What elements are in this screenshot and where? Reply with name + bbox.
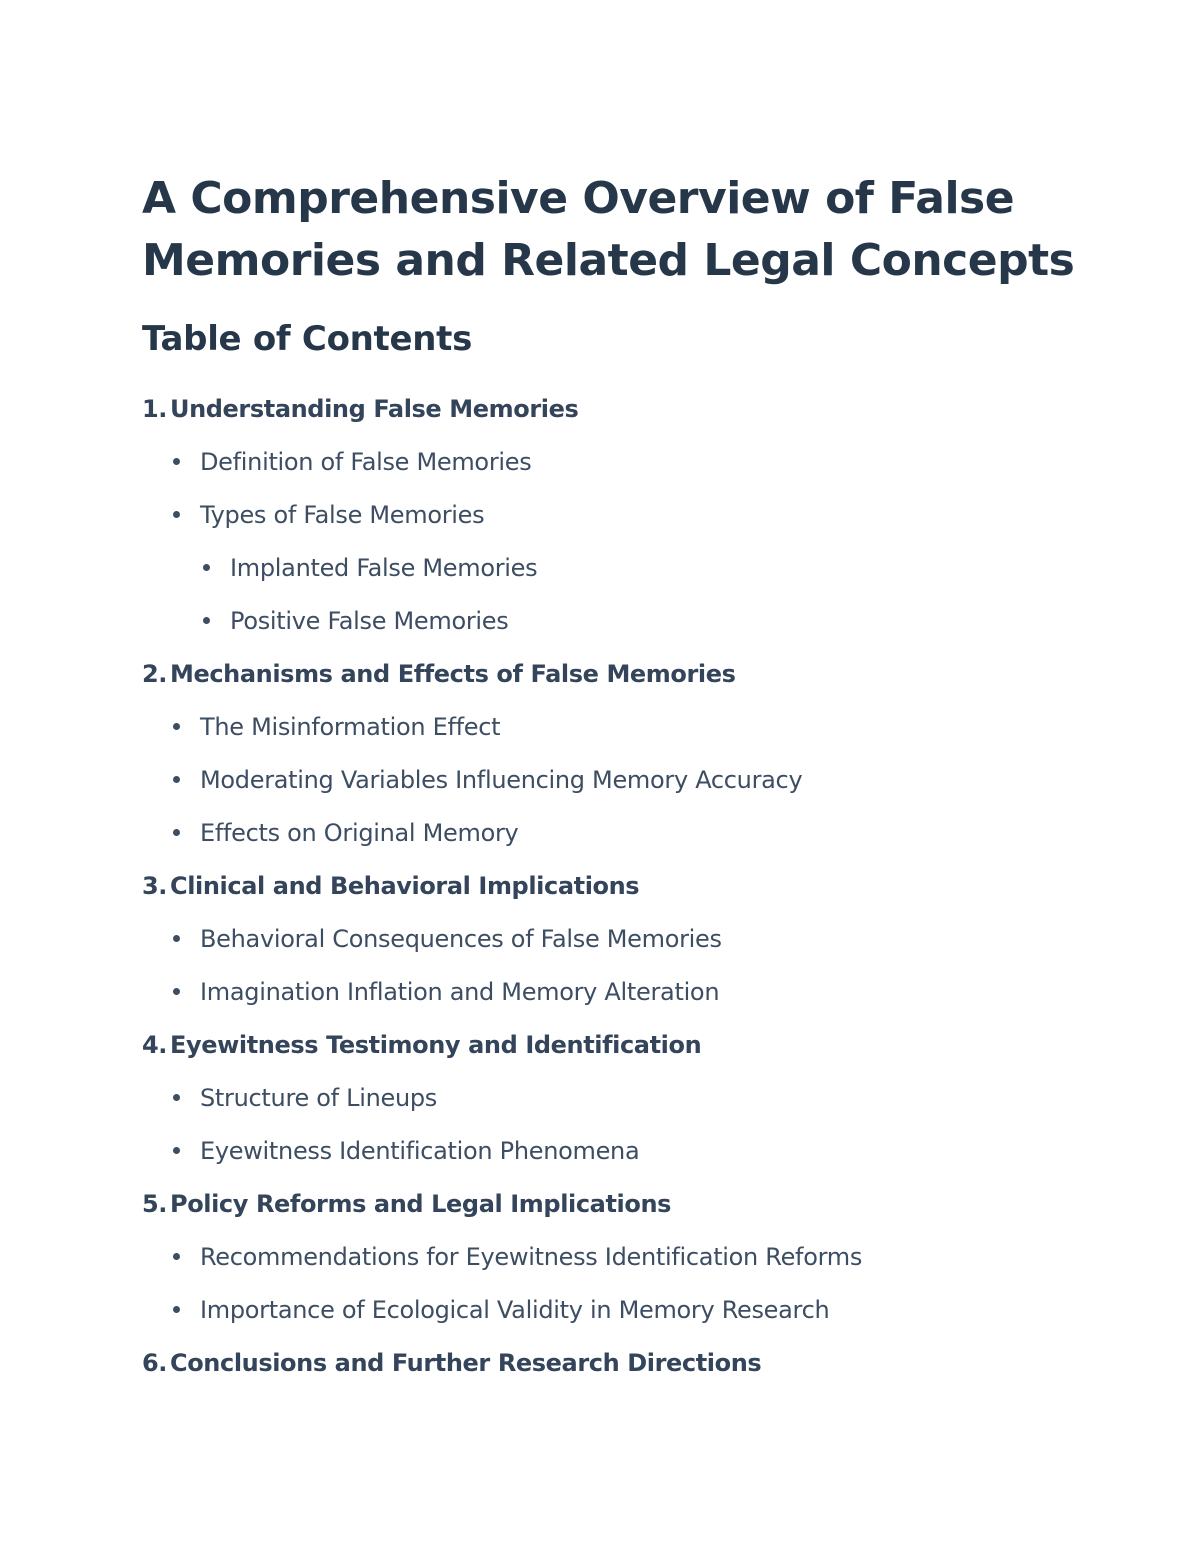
toc-subsection-item[interactable]: [142, 500, 1102, 553]
bullet-dot-icon: [173, 776, 180, 783]
table-of-contents: [142, 394, 1102, 1401]
toc-subsection-label: Importance of Ecological Validity in Memory Research: [200, 1296, 830, 1324]
document-page: [142, 168, 1102, 1401]
bullet-dot-icon: [173, 829, 180, 836]
toc-section-number: 1.: [142, 395, 168, 423]
bullet-dot-icon: [203, 617, 210, 624]
toc-section: [142, 659, 1102, 871]
toc-section-heading[interactable]: [142, 871, 1102, 924]
toc-subsection-item[interactable]: [142, 553, 1102, 606]
toc-heading: Table of Contents: [142, 319, 473, 359]
toc-subsection-label: Recommendations for Eyewitness Identification Reforms: [200, 1243, 863, 1271]
toc-subsection-item[interactable]: [142, 1295, 1102, 1348]
toc-section-label: Clinical and Behavioral Implications: [170, 872, 640, 900]
toc-subsection-list: [142, 924, 1102, 1030]
toc-section: [142, 1189, 1102, 1348]
toc-section-number: 6.: [142, 1349, 168, 1377]
toc-subsection-label: Behavioral Consequences of False Memories: [200, 925, 722, 953]
toc-subsection-item[interactable]: [142, 818, 1102, 871]
toc-subsection-item[interactable]: [142, 765, 1102, 818]
toc-section-heading[interactable]: [142, 659, 1102, 712]
toc-subsection-list: [142, 712, 1102, 871]
toc-subsection-label: Positive False Memories: [230, 607, 509, 635]
toc-subsection-item[interactable]: [142, 1242, 1102, 1295]
toc-section-heading[interactable]: [142, 394, 1102, 447]
toc-subsection-item[interactable]: [142, 924, 1102, 977]
toc-section-number: 2.: [142, 660, 168, 688]
toc-section-label: Policy Reforms and Legal Implications: [170, 1190, 672, 1218]
toc-subsection-label: Structure of Lineups: [200, 1084, 438, 1112]
bullet-dot-icon: [173, 458, 180, 465]
toc-section-label: Understanding False Memories: [170, 395, 579, 423]
toc-subsection-item[interactable]: [142, 1136, 1102, 1189]
toc-section-label: Conclusions and Further Research Directions: [170, 1349, 762, 1377]
bullet-dot-icon: [203, 564, 210, 571]
bullet-dot-icon: [173, 511, 180, 518]
bullet-dot-icon: [173, 1253, 180, 1260]
toc-subsection-item[interactable]: [142, 1083, 1102, 1136]
toc-subsection-label: Definition of False Memories: [200, 448, 532, 476]
toc-subsection-label: Eyewitness Identification Phenomena: [200, 1137, 640, 1165]
toc-section: [142, 871, 1102, 1030]
document-title: A Comprehensive Overview of False Memories and Related Legal Concepts: [142, 173, 1075, 286]
toc-subsection-label: Effects on Original Memory: [200, 819, 519, 847]
toc-section-heading[interactable]: [142, 1030, 1102, 1083]
toc-subsection-item[interactable]: [142, 712, 1102, 765]
toc-section-number: 5.: [142, 1190, 168, 1218]
toc-subsection-list: [142, 1242, 1102, 1348]
toc-section-number: 3.: [142, 872, 168, 900]
toc-section-heading[interactable]: [142, 1189, 1102, 1242]
toc-section: [142, 1030, 1102, 1189]
toc-section-heading[interactable]: [142, 1348, 1102, 1401]
toc-subsection-label: Types of False Memories: [200, 501, 485, 529]
toc-section: [142, 1348, 1102, 1401]
toc-section: [142, 394, 1102, 659]
toc-subsection-label: Moderating Variables Influencing Memory Accuracy: [200, 766, 803, 794]
toc-section-number: 4.: [142, 1031, 168, 1059]
toc-subsection-item[interactable]: [142, 606, 1102, 659]
bullet-dot-icon: [173, 723, 180, 730]
bullet-dot-icon: [173, 988, 180, 995]
toc-section-label: Mechanisms and Effects of False Memories: [170, 660, 736, 688]
toc-subsection-list: [142, 1083, 1102, 1189]
toc-section-label: Eyewitness Testimony and Identification: [170, 1031, 702, 1059]
toc-subsection-label: Imagination Inflation and Memory Alteration: [200, 978, 720, 1006]
bullet-dot-icon: [173, 935, 180, 942]
bullet-dot-icon: [173, 1306, 180, 1313]
bullet-dot-icon: [173, 1094, 180, 1101]
toc-subsection-label: Implanted False Memories: [230, 554, 538, 582]
toc-subsection-list: [142, 447, 1102, 659]
bullet-dot-icon: [173, 1147, 180, 1154]
toc-subsection-item[interactable]: [142, 447, 1102, 500]
toc-subsection-item[interactable]: [142, 977, 1102, 1030]
toc-subsection-label: The Misinformation Effect: [200, 713, 501, 741]
